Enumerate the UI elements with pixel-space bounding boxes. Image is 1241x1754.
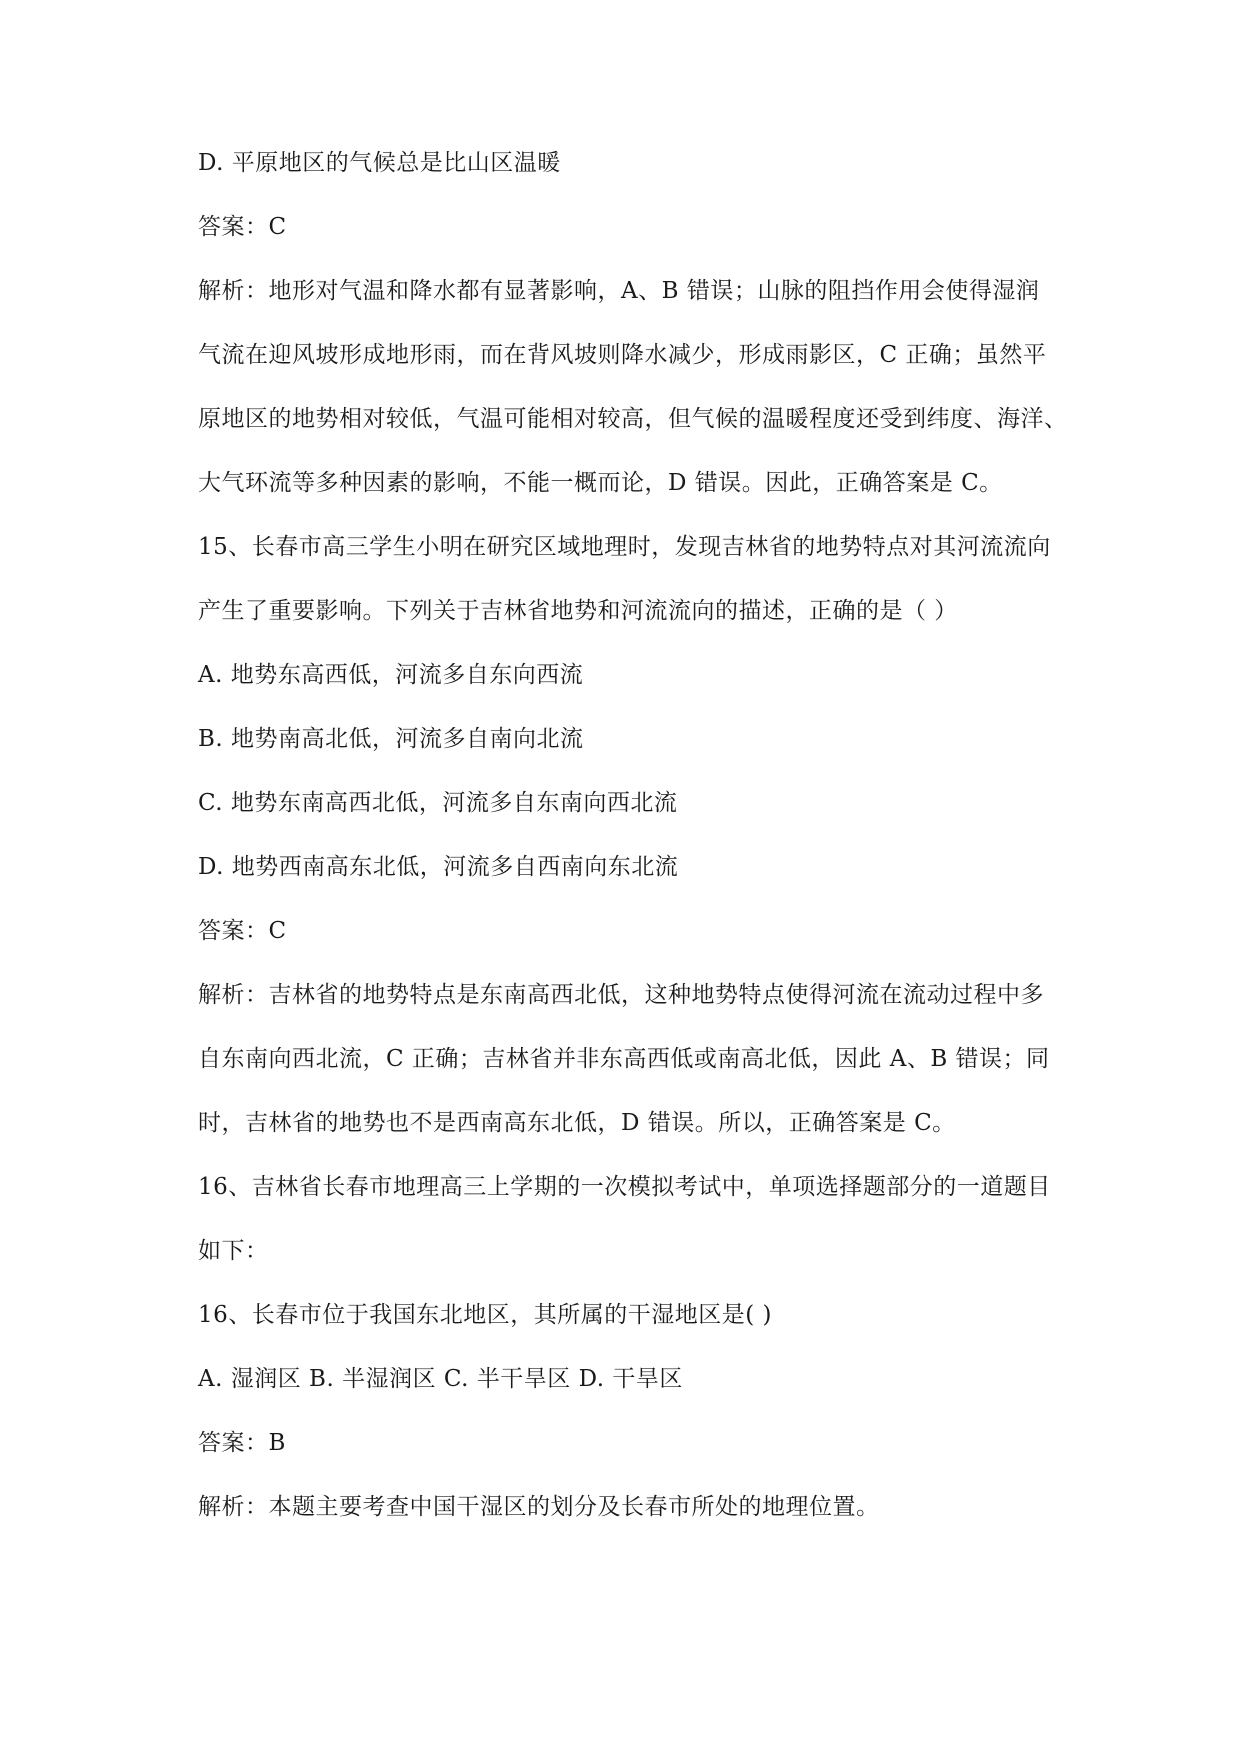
options-line: A. 湿润区 B. 半湿润区 C. 半干旱区 D. 干旱区 [198, 1366, 683, 1392]
option-d-line: D. 平原地区的气候总是比山区温暖 [198, 150, 561, 176]
answer-line: 答案：C [198, 214, 287, 240]
explanation-line: 自东南向西北流，C 正确；吉林省并非东高西低或南高北低，因此 A、B 错误；同 [198, 1046, 1050, 1072]
explanation-line: 解析：地形对气温和降水都有显著影响，A、B 错误；山脉的阻挡作用会使得湿润 [198, 278, 1040, 304]
question-line: 16、长春市位于我国东北地区，其所属的干湿地区是( ) [198, 1302, 773, 1328]
explanation-line: 原地区的地势相对较低，气温可能相对较高，但气候的温暖程度还受到纬度、海洋、 [198, 406, 1068, 432]
question-line: 如下： [198, 1238, 269, 1264]
explanation-line: 大气环流等多种因素的影响，不能一概而论，D 错误。因此，正确答案是 C。 [198, 470, 1003, 496]
option-b-line: B. 地势南高北低，河流多自南向北流 [198, 726, 584, 752]
option-a-line: A. 地势东高西低，河流多自东向西流 [198, 662, 584, 688]
answer-line: 答案：C [198, 918, 287, 944]
explanation-line: 气流在迎风坡形成地形雨，而在背风坡则降水减少，形成雨影区，C 正确；虽然平 [198, 342, 1047, 368]
question-line: 产生了重要影响。下列关于吉林省地势和河流流向的描述，正确的是（ ） [198, 598, 958, 624]
explanation-line: 解析：本题主要考查中国干湿区的划分及长春市所处的地理位置。 [198, 1494, 880, 1520]
question-line: 15、长春市高三学生小明在研究区域地理时，发现吉林省的地势特点对其河流流向 [198, 534, 1051, 560]
option-c-line: C. 地势东南高西北低，河流多自东南向西北流 [198, 790, 678, 816]
option-d-line: D. 地势西南高东北低，河流多自西南向东北流 [198, 854, 679, 880]
explanation-line: 时，吉林省的地势也不是西南高东北低，D 错误。所以，正确答案是 C。 [198, 1110, 956, 1136]
explanation-line: 解析：吉林省的地势特点是东南高西北低，这种地势特点使得河流在流动过程中多 [198, 982, 1044, 1008]
answer-line: 答案：B [198, 1430, 286, 1456]
question-line: 16、吉林省长春市地理高三上学期的一次模拟考试中，单项选择题部分的一道题目 [198, 1174, 1051, 1200]
